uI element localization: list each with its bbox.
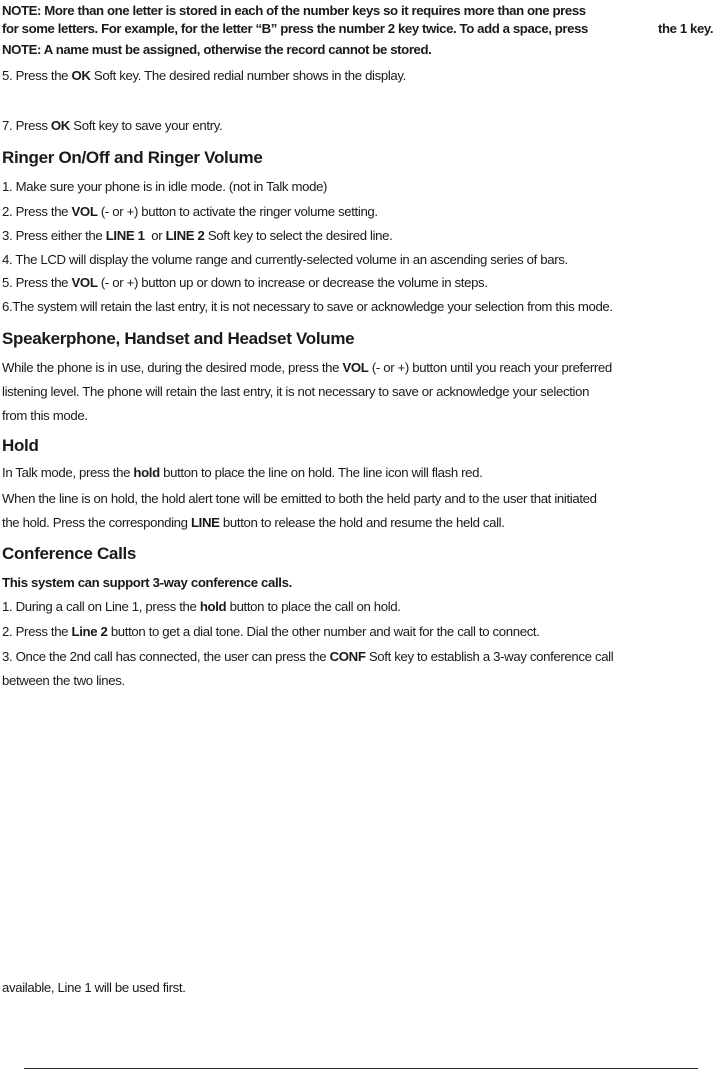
hold-heading: Hold: [2, 436, 39, 455]
ringer-step-2: [2, 204, 378, 220]
speaker-line-2: listening level. The phone will retain the last entry, it is not necessary to save or acknowledge your selection: [2, 384, 590, 399]
speaker-line-3: from this mode.: [2, 408, 88, 423]
hold-line-2: When the line is on hold, the hold alert tone will be emitted to both the held party and to the user that initiated: [2, 491, 597, 506]
ringer-step-3-pre: 3. Press either the: [2, 228, 106, 243]
speaker-heading: Speakerphone, Handset and Headset Volume: [2, 329, 355, 348]
ringer-step-3: [2, 228, 392, 244]
ringer-heading: Ringer On/Off and Ringer Volume: [2, 148, 263, 167]
speaker-line-1-post: (- or +) button until you reach your preferred: [368, 360, 612, 375]
step-5-key: OK: [71, 68, 91, 83]
step-7: [2, 118, 222, 134]
ringer-step-5: [2, 275, 488, 291]
ringer-step-3-key-1: LINE 1: [105, 228, 145, 243]
hold-line-1: [2, 465, 482, 481]
step-5-text-post: Soft key. The desired redial number shows in the display.: [90, 68, 406, 83]
hold-line-1-pre: In Talk mode, press the: [2, 465, 134, 480]
hold-line-3-post: button to release the hold and resume the held call.: [219, 515, 505, 530]
step-5: [2, 68, 406, 84]
conference-step-1: [2, 599, 401, 615]
step-7-text-pre: 7. Press: [2, 118, 51, 133]
hold-line-1-post: button to place the line on hold. The line icon will flash red.: [159, 465, 483, 480]
hold-line-3-pre: the hold. Press the corresponding: [2, 515, 191, 530]
note-line-2: for some letters. For example, for the letter “B” press the number 2 key twice. To add a space, press: [2, 21, 588, 36]
ringer-step-5-key: VOL: [71, 275, 98, 290]
conference-step-3-key: CONF: [329, 649, 366, 664]
conference-step-3-post: Soft key to establish a 3-way conference call: [365, 649, 614, 664]
footer-divider: [24, 1068, 698, 1069]
speaker-line-1-key: VOL: [342, 360, 369, 375]
note-line-2-tail: the 1 key.: [658, 21, 714, 36]
ringer-step-3-post: Soft key to select the desired line.: [204, 228, 393, 243]
ringer-step-3-mid: or: [144, 228, 166, 243]
ringer-step-6: 6.The system will retain the last entry, it is not necessary to save or acknowledge your selection from this mode.: [2, 299, 613, 314]
conference-step-2-pre: 2. Press the: [2, 624, 72, 639]
step-5-text-pre: 5. Press the: [2, 68, 72, 83]
speaker-line-1-pre: While the phone is in use, during the desired mode, press the: [2, 360, 343, 375]
conference-step-4: between the two lines.: [2, 673, 125, 688]
ringer-step-2-post: (- or +) button to activate the ringer volume setting.: [97, 204, 378, 219]
note-line-3: NOTE: A name must be assigned, otherwise the record cannot be stored.: [2, 42, 432, 57]
conference-heading: Conference Calls: [2, 544, 137, 563]
conference-step-2: [2, 624, 540, 640]
ringer-step-1: 1. Make sure your phone is in idle mode. (not in Talk mode): [2, 179, 328, 194]
conference-step-1-post: button to place the call on hold.: [226, 599, 401, 614]
step-7-text-post: Soft key to save your entry.: [69, 118, 223, 133]
ringer-step-2-key: VOL: [71, 204, 98, 219]
hold-line-1-key: hold: [133, 465, 160, 480]
conference-step-3: [2, 649, 613, 665]
conference-step-1-key: hold: [199, 599, 227, 614]
conference-subheading: This system can support 3-way conference calls.: [2, 575, 292, 590]
ringer-step-5-pre: 5. Press the: [2, 275, 72, 290]
ringer-step-3-key-2: LINE 2: [165, 228, 205, 243]
hold-line-3-key: LINE: [190, 515, 220, 530]
speaker-line-1: [2, 360, 612, 376]
step-7-key: OK: [50, 118, 70, 133]
fragment-text: available, Line 1 will be used first.: [2, 980, 186, 995]
ringer-step-2-pre: 2. Press the: [2, 204, 72, 219]
note-line-1: NOTE: More than one letter is stored in each of the number keys so it requires more than one press: [2, 3, 586, 18]
conference-step-2-key: Line 2: [71, 624, 108, 639]
ringer-step-4: 4. The LCD will display the volume range and currently-selected volume in an ascending series of bars.: [2, 252, 568, 267]
conference-step-1-pre: 1. During a call on Line 1, press the: [2, 599, 200, 614]
conference-step-2-post: button to get a dial tone. Dial the other number and wait for the call to connect.: [107, 624, 540, 639]
ringer-step-5-post: (- or +) button up or down to increase or decrease the volume in steps.: [97, 275, 488, 290]
conference-step-3-pre: 3. Once the 2nd call has connected, the user can press the: [2, 649, 330, 664]
hold-line-3: [2, 515, 505, 531]
